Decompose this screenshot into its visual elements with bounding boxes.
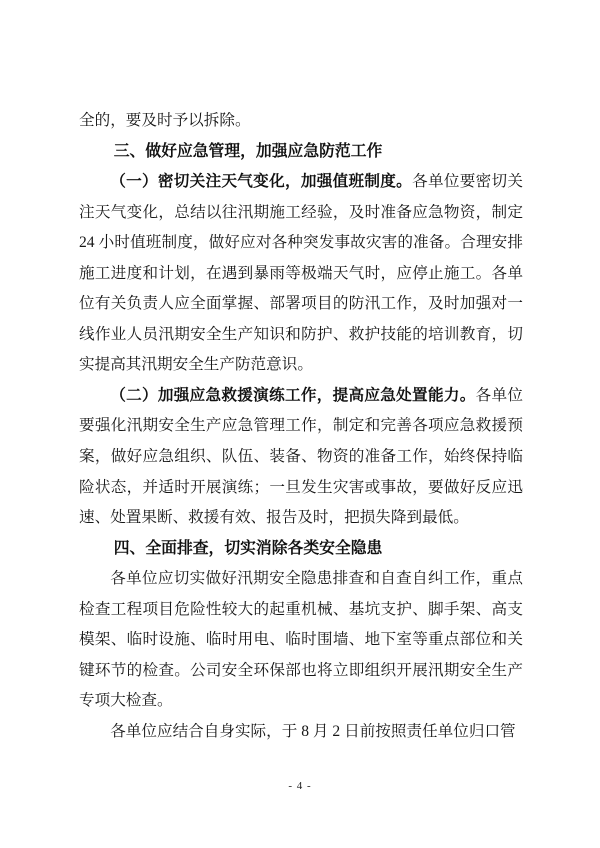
paragraph-lead-one: （一）密切关注天气变化，加强值班制度。: [110, 173, 413, 191]
paragraph-item-one: [79, 167, 523, 381]
paragraph-inspection: 各单位应切实做好汛期安全隐患排查和自查自纠工作，重点检查工程项目危险性较大的起重机械、基坑支护、脚手架、高支模架、临时设施、临时用电、临时围墙、地下室等重点部位和关键环节的检查。公司安全环保部也将立即组织开展汛期安全生产专项大检查。: [79, 570, 523, 710]
section-heading-three: 三、做好应急管理，加强应急防范工作: [113, 142, 383, 160]
paragraph-item-two: [79, 381, 523, 534]
page-number: - 4 -: [288, 780, 312, 792]
section-heading-four: 四、全面排查，切实消除各类安全隐患: [113, 539, 383, 557]
paragraph-deadline: 各单位应结合自身实际，于 8 月 2 日前按照责任单位归口管: [110, 722, 516, 740]
paragraph-text-one: 各单位要密切关注天气变化，总结以往汛期施工经验，及时准备应急物资，制定 24 小时值班制度，做好应对各种突发事故灾害的准备。合理安排施工进度和计划，在遇到暴雨等极端天气时，应停止施工。各单位有关负责人应全面掌握、部署项目的防汛工作，及时加强对一线作业人员汛期安全生产知识和防护、救护技能的培训教育，切实提高其汛期安全生产防范意识。: [79, 173, 523, 374]
paragraph-continuation: 全的，要及时予以拆除。: [79, 112, 251, 129]
document-content: [79, 106, 523, 747]
paragraph-text-two: 各单位要强化汛期安全生产应急管理工作，制定和完善各项应急救援预案，做好应急组织、队伍、装备、物资的准备工作，始终保持临险状态，并适时开展演练；一旦发生灾害或事故，要做好反应迅速、处置果断、救援有效、报告及时，把损失降到最低。: [79, 386, 523, 527]
paragraph-lead-two: （二）加强应急救援演练工作，提高应急处置能力。: [110, 386, 476, 404]
